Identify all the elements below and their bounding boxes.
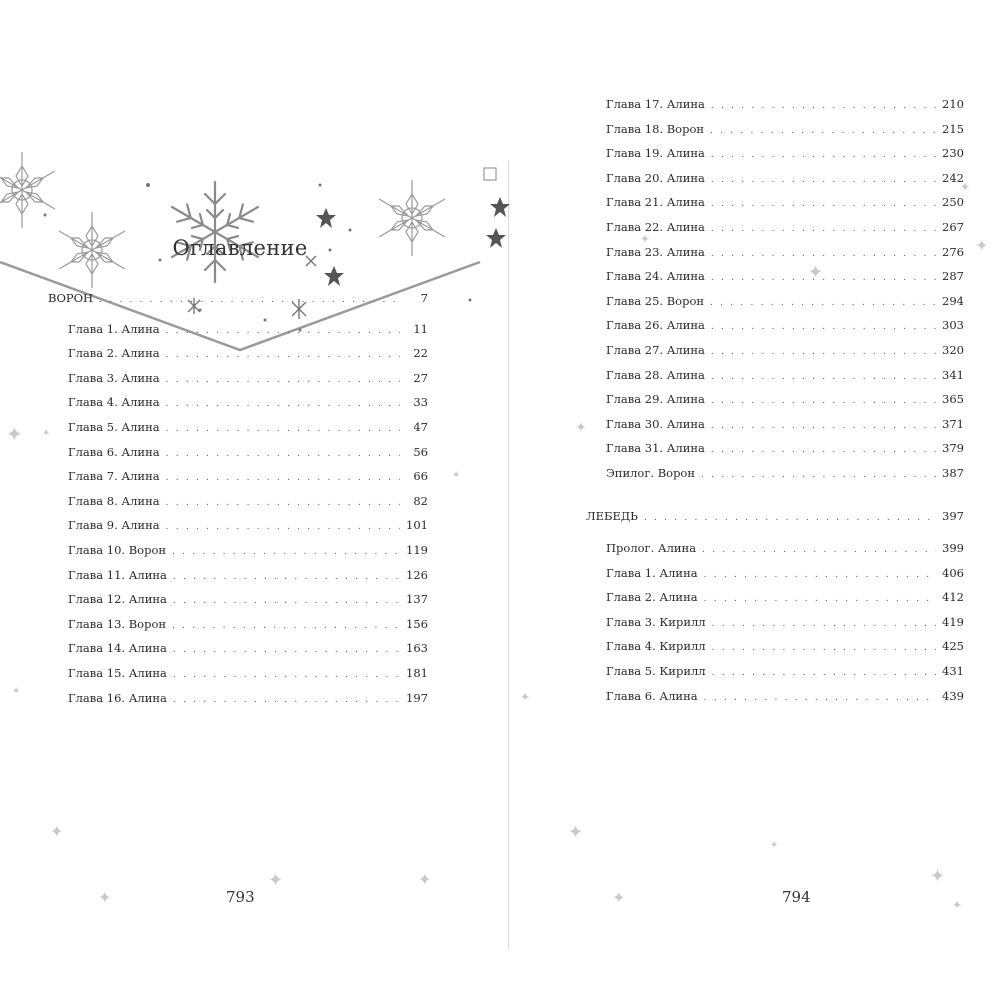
toc-title: Оглавление xyxy=(172,236,308,260)
star-icon xyxy=(490,197,510,217)
toc-dot-leader xyxy=(173,589,400,614)
toc-entry-page: 181 xyxy=(406,665,428,680)
toc-entry-page: 397 xyxy=(942,508,964,523)
toc-entry-page: 365 xyxy=(942,392,964,407)
toc-chapter-entry[interactable] xyxy=(586,561,964,586)
star-icon: ✦ xyxy=(640,232,651,246)
toc-entry-label: Глава 14. Алина xyxy=(68,641,167,656)
toc-entry-label: Глава 15. Алина xyxy=(68,665,167,680)
toc-entry-label: Глава 6. Алина xyxy=(606,688,698,703)
toc-dot-leader xyxy=(166,319,400,344)
toc-chapter-entry[interactable] xyxy=(48,538,428,563)
toc-chapter-entry[interactable] xyxy=(48,612,428,637)
toc-chapter-entry[interactable] xyxy=(48,341,428,366)
toc-dot-leader xyxy=(704,563,936,588)
toc-entry-page: 242 xyxy=(942,170,964,185)
toc-entry-label: Глава 10. Ворон xyxy=(68,542,167,557)
toc-entry-page: 412 xyxy=(942,590,964,605)
toc-entry-label: Глава 23. Алина xyxy=(606,244,705,259)
toc-dot-leader xyxy=(704,587,936,612)
toc-chapter-entry[interactable] xyxy=(586,289,964,314)
toc-entry-page: 287 xyxy=(942,269,964,284)
toc-chapter-entry[interactable] xyxy=(48,317,428,342)
star-icon: ✦ xyxy=(612,888,626,907)
toc-dot-leader xyxy=(172,614,400,639)
toc-entry-label: Глава 5. Алина xyxy=(68,419,160,434)
star-icon: ✦ xyxy=(268,870,284,891)
toc-dot-leader xyxy=(166,368,400,393)
toc-chapter-entry[interactable] xyxy=(48,390,428,415)
page-number-left: 793 xyxy=(226,888,255,906)
toc-dot-leader xyxy=(166,466,400,491)
toc-entry-label: Глава 18. Ворон xyxy=(606,121,705,136)
toc-entry-label: Глава 8. Алина xyxy=(68,493,160,508)
star-icon: ✦ xyxy=(50,822,64,841)
toc-chapter-entry[interactable] xyxy=(586,141,964,166)
toc-chapter-entry[interactable] xyxy=(586,610,964,635)
toc-entry-label: ВОРОН xyxy=(48,291,94,305)
toc-entry-label: Глава 1. Алина xyxy=(606,565,698,580)
toc-chapter-entry[interactable] xyxy=(48,587,428,612)
toc-entry-page: 66 xyxy=(413,469,428,484)
toc-dot-leader xyxy=(701,463,936,488)
toc-dot-leader xyxy=(710,119,936,144)
toc-entry-label: Глава 20. Алина xyxy=(606,170,705,185)
toc-dot-leader xyxy=(711,266,936,291)
toc-dot-leader xyxy=(712,636,936,661)
toc-entry-page: 267 xyxy=(942,219,964,234)
toc-entry-label: Глава 2. Алина xyxy=(606,590,698,605)
toc-chapter-entry[interactable] xyxy=(48,366,428,391)
toc-chapter-entry[interactable] xyxy=(586,412,964,437)
toc-dot-leader xyxy=(711,389,936,414)
toc-entry-page: 11 xyxy=(413,321,428,336)
toc-chapter-entry[interactable] xyxy=(586,684,964,709)
toc-dot-leader xyxy=(172,540,400,565)
toc-dot-leader xyxy=(711,168,936,193)
toc-chapter-entry[interactable] xyxy=(586,92,964,117)
toc-dot-leader xyxy=(704,686,936,711)
toc-dot-leader xyxy=(173,688,400,713)
toc-chapter-entry[interactable] xyxy=(586,585,964,610)
toc-dot-leader xyxy=(711,438,936,463)
toc-entry-label: Глава 26. Алина xyxy=(606,318,705,333)
toc-entry-page: 431 xyxy=(942,664,964,679)
toc-chapter-entry[interactable] xyxy=(586,338,964,363)
toc-entry-label: Глава 5. Кирилл xyxy=(606,664,706,679)
toc-entry-label: Глава 11. Алина xyxy=(68,567,167,582)
toc-chapter-entry[interactable] xyxy=(586,313,964,338)
star-icon: ✦ xyxy=(568,822,584,843)
toc-chapter-entry[interactable] xyxy=(48,563,428,588)
toc-chapter-entry[interactable] xyxy=(586,363,964,388)
toc-dot-leader xyxy=(711,94,936,119)
toc-dot-leader xyxy=(166,491,400,516)
star-icon: ✦ xyxy=(418,870,432,889)
toc-entry-page: 230 xyxy=(942,146,964,161)
toc-chapter-entry[interactable] xyxy=(586,190,964,215)
toc-chapter-entry[interactable] xyxy=(586,387,964,412)
star-icon: ✦ xyxy=(952,898,963,912)
toc-dot-leader xyxy=(644,506,936,531)
toc-entry-label: Глава 24. Алина xyxy=(606,269,705,284)
toc-entry-label: Глава 4. Кирилл xyxy=(606,639,706,654)
toc-entry-label: Глава 19. Алина xyxy=(606,146,705,161)
toc-entry-page: 425 xyxy=(942,639,964,654)
toc-entry-page: 210 xyxy=(942,97,964,111)
toc-chapter-entry[interactable] xyxy=(586,117,964,142)
toc-entry-label: Глава 31. Алина xyxy=(606,441,705,456)
toc-entry-label: Глава 12. Алина xyxy=(68,592,167,607)
toc-chapter-entry[interactable] xyxy=(586,634,964,659)
toc-chapter-entry[interactable] xyxy=(586,436,964,461)
star-icon xyxy=(316,208,336,228)
star-icon: ✦ xyxy=(452,470,461,481)
toc-dot-leader xyxy=(711,365,936,390)
toc-entry-label: ЛЕБЕДЬ xyxy=(586,508,638,523)
toc-entry-label: Глава 9. Алина xyxy=(68,518,160,533)
star-icon: ✦ xyxy=(575,420,587,436)
toc-entry-page: 419 xyxy=(942,614,964,629)
toc-entry-label: Глава 17. Алина xyxy=(606,97,705,111)
toc-entry-page: 197 xyxy=(406,690,428,705)
snowflake-icon xyxy=(172,182,258,282)
toc-entry-page: 163 xyxy=(406,641,428,656)
snowflake-icon xyxy=(0,152,55,228)
toc-dot-leader xyxy=(166,343,400,368)
toc-dot-leader xyxy=(711,217,936,242)
star-icon: ✦ xyxy=(930,866,946,887)
toc-entry-page: 119 xyxy=(406,542,428,557)
toc-entry-page: 276 xyxy=(942,244,964,259)
toc-entry-page: 101 xyxy=(406,518,428,533)
toc-entry-page: 379 xyxy=(942,441,964,456)
toc-entry-page: 27 xyxy=(413,370,428,385)
toc-entry-label: Глава 28. Алина xyxy=(606,367,705,382)
toc-chapter-entry[interactable] xyxy=(586,166,964,191)
toc-entry-page: 156 xyxy=(406,616,428,631)
toc-dot-leader xyxy=(711,414,936,439)
star-icon: ✦ xyxy=(98,888,112,907)
star-icon: ✦ xyxy=(42,428,51,439)
star-icon: ✦ xyxy=(6,422,23,446)
toc-entry-page: 7 xyxy=(420,291,428,305)
toc-entry-page: 399 xyxy=(942,541,964,556)
toc-entry-page: 82 xyxy=(413,493,428,508)
toc-entry-label: Глава 2. Алина xyxy=(68,346,160,361)
toc-entry-page: 341 xyxy=(942,367,964,382)
toc-dot-leader xyxy=(702,538,936,563)
toc-entry-page: 47 xyxy=(413,419,428,434)
toc-chapter-entry[interactable] xyxy=(48,489,428,514)
toc-chapter-entry[interactable] xyxy=(48,464,428,489)
toc-chapter-entry[interactable] xyxy=(48,686,428,711)
toc-dot-leader xyxy=(99,288,400,313)
toc-dot-leader xyxy=(711,242,936,267)
toc-entry-page: 320 xyxy=(942,342,964,357)
toc-entry-page: 406 xyxy=(942,565,964,580)
toc-dot-leader xyxy=(711,315,936,340)
toc-dot-leader xyxy=(710,291,936,316)
toc-entry-label: Глава 3. Кирилл xyxy=(606,614,706,629)
toc-chapter-entry[interactable] xyxy=(586,659,964,684)
toc-chapter-entry[interactable] xyxy=(48,513,428,538)
toc-chapter-entry[interactable] xyxy=(48,661,428,686)
toc-entry-label: Глава 4. Алина xyxy=(68,395,160,410)
star-icon: ✦ xyxy=(808,262,824,283)
toc-entry-page: 303 xyxy=(942,318,964,333)
toc-entry-page: 137 xyxy=(406,592,428,607)
toc-entry-page: 56 xyxy=(413,444,428,459)
toc-dot-leader xyxy=(711,143,936,168)
toc-chapter-entry[interactable] xyxy=(586,215,964,240)
toc-entry-label: Глава 25. Ворон xyxy=(606,293,705,308)
toc-entry-page: 126 xyxy=(406,567,428,582)
toc-entry-label: Пролог. Алина xyxy=(606,541,697,556)
toc-part-entry[interactable] xyxy=(48,286,428,311)
toc-dot-leader xyxy=(712,661,936,686)
toc-dot-leader xyxy=(166,392,400,417)
toc-entry-page: 439 xyxy=(942,688,964,703)
toc-chapter-entry[interactable] xyxy=(586,536,964,561)
toc-dot-leader xyxy=(173,663,400,688)
toc-chapter-entry[interactable] xyxy=(48,636,428,661)
star-icon: ✦ xyxy=(520,690,531,704)
toc-entry-page: 22 xyxy=(413,346,428,361)
toc-dot-leader xyxy=(712,612,936,637)
star-icon: ✦ xyxy=(12,686,21,697)
toc-entry-label: Глава 7. Алина xyxy=(68,469,160,484)
toc-dot-leader xyxy=(173,565,400,590)
toc-chapter-entry[interactable] xyxy=(586,264,964,289)
star-icon xyxy=(486,228,506,248)
toc-entry-label: Глава 27. Алина xyxy=(606,342,705,357)
toc-entry-page: 33 xyxy=(413,395,428,410)
toc-dot-leader xyxy=(166,442,400,467)
toc-chapter-entry[interactable] xyxy=(586,461,964,486)
toc-dot-leader xyxy=(166,417,400,442)
toc-entry-label: Глава 6. Алина xyxy=(68,444,160,459)
toc-entry-label: Глава 1. Алина xyxy=(68,321,160,336)
toc-entry-label: Глава 29. Алина xyxy=(606,392,705,407)
toc-dot-leader xyxy=(166,515,400,540)
toc-entry-label: Глава 21. Алина xyxy=(606,195,705,210)
toc-entry-label: Глава 22. Алина xyxy=(606,219,705,234)
toc-chapter-entry[interactable] xyxy=(48,415,428,440)
toc-dot-leader xyxy=(711,192,936,217)
star-icon xyxy=(324,266,344,286)
toc-entry-page: 215 xyxy=(942,121,964,136)
toc-dot-leader xyxy=(711,340,936,365)
toc-chapter-entry[interactable] xyxy=(48,440,428,465)
toc-entry-page: 371 xyxy=(942,416,964,431)
toc-dot-leader xyxy=(173,638,400,663)
toc-entry-page: 250 xyxy=(942,195,964,210)
toc-entry-label: Глава 16. Алина xyxy=(68,690,167,705)
star-icon: ✦ xyxy=(960,180,971,194)
star-icon: ✦ xyxy=(975,236,989,255)
toc-chapter-entry[interactable] xyxy=(586,240,964,265)
toc-entry-page: 294 xyxy=(942,293,964,308)
toc-entry-label: Глава 30. Алина xyxy=(606,416,705,431)
toc-entry-label: Глава 3. Алина xyxy=(68,370,160,385)
page-number-right: 794 xyxy=(782,888,811,906)
toc-entry-label: Глава 13. Ворон xyxy=(68,616,167,631)
toc-list-left xyxy=(48,286,428,710)
star-icon: ✦ xyxy=(770,840,779,851)
toc-part-entry[interactable] xyxy=(586,504,964,529)
toc-entry-label: Эпилог. Ворон xyxy=(606,465,696,480)
toc-entry-page: 387 xyxy=(942,465,964,480)
toc-list-right xyxy=(586,92,964,708)
